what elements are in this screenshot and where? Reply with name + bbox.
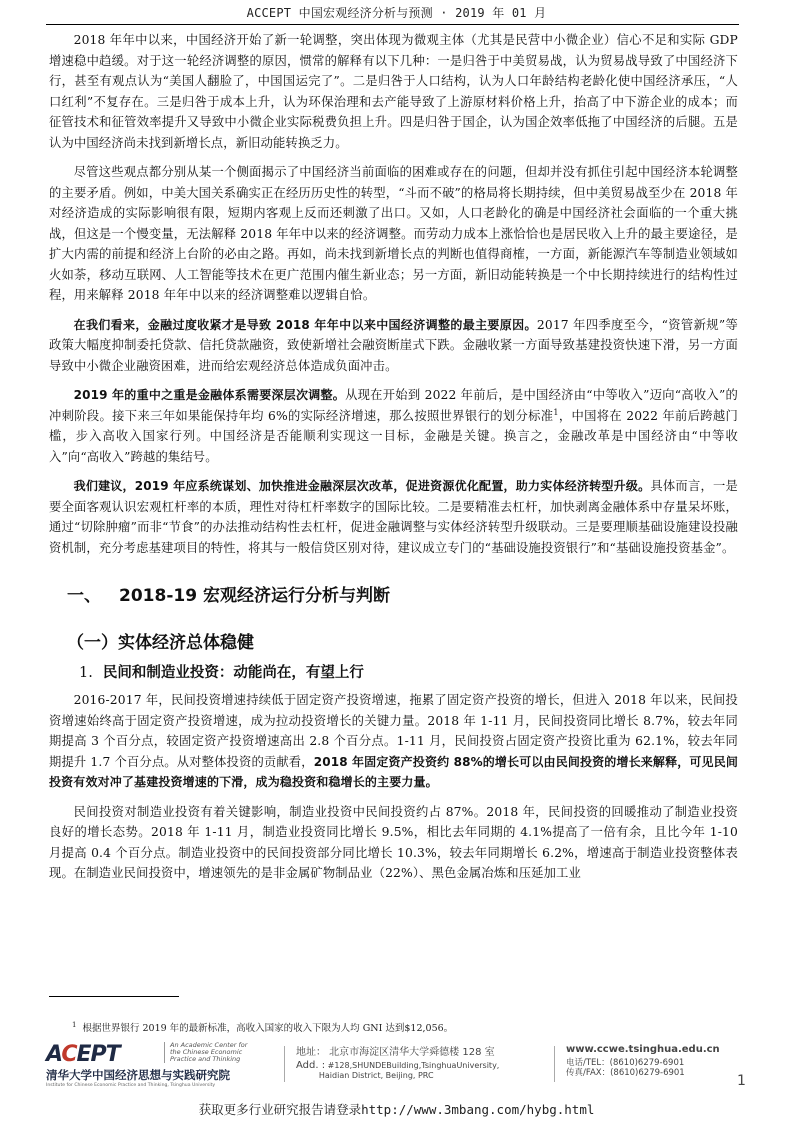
footer-divider — [554, 1046, 555, 1082]
key-point: 2019 年的重中之重是金融体系需要深层次调整。 — [73, 388, 346, 402]
section-number: 一、 — [67, 586, 101, 606]
paragraph-text: ，中国将在 2022 年前后跨越门槛，步入高收入国家行列。中国经济是否能顺利实现这一目标，金融是关键。换言之，金融改革是中国经济由“中等收入”向“高收入”跨越的集结号。 — [49, 408, 738, 464]
address-block — [296, 1043, 499, 1081]
logo-wordmark: ACEPT — [46, 1042, 120, 1067]
website-link[interactable]: www.ccwe.tsinghua.edu.cn — [566, 1044, 720, 1055]
page-footer — [46, 1040, 746, 1086]
contact-block — [566, 1044, 720, 1078]
subsubsection-title: 民间和制造业投资：动能尚在，有望上行 — [102, 665, 364, 681]
paragraph-text: 2016-2017 年，民间投资增速持续低于固定资产投资增速，拖累了固定资产投资的增长，但进入 2018 年以来，民间投资增速始终高于固定资产投资增速，成为拉动投资增长的关键力量。2018 年 1-11 月，民间投资同比增长 8.7%，较去年同期提高 3 个百分点，较固定资产投资增速高出 2.8 个百分点。1-11 月，民间投资占固定资产投资比重为 62.1%，较去年同期提升 1.7 个百分点。从对整体投资的贡献看， — [49, 693, 738, 769]
page-number: 1 — [737, 1073, 746, 1089]
institute-name-cn: 清华大学中国经济思想与实践研究院 — [46, 1068, 230, 1082]
paragraph-6 — [49, 690, 738, 793]
institute-name-en: Institute for Chinese Economic Practice and Thinking, Tsinghua University — [46, 1083, 216, 1088]
subsubsection-heading — [79, 660, 738, 686]
document-body — [49, 30, 738, 893]
footnote-text: 根据世界银行 2019 年的最新标准，高收入国家的收入下限为人均 GNI 达到$12,056。 — [82, 1023, 454, 1034]
key-point: 在我们看来，金融过度收紧才是导致 2018 年年中以来中国经济调整的最主要原因。 — [73, 317, 537, 332]
paragraph-text: 具体而言，一是要全面客观认识宏观杠杆率的本质，理性对待杠杆率数字的国际比较。二是要精准去杠杆，加快剥离金融体系中存量呆坏账，通过“切除肿瘤”而非“节食”的办法推动结构性去杠杆，促进金融调整与实体经济转型升级联动。三是要理顺基础设施建设投融资机制，充分考虑基建项目的特性，将其与一般信贷区别对待，建议成立专门的“基础设施投资银行”和“基础设施投资基金”。 — [49, 479, 738, 555]
phone-number: 电话/TEL：(8610)6279-6901 — [566, 1058, 685, 1068]
accept-logo — [46, 1042, 271, 1088]
footnote-reference[interactable]: 1 — [553, 407, 559, 417]
paragraph-1: 2018 年年中以来，中国经济开始了新一轮调整，突出体现为微观主体（尤其是民营中小微企业）信心不足和实际 GDP 增速稳中趋缓。对于这一轮经济调整的原因，惯常的解释有以下几种：一是归咎于中美贸易战，认为贸易战导致了中国经济下行，甚至有观点认为“美国人翻脸了，中国国运完了”。二是归咎于人口结构，认为人口年龄结构老龄化使中国经济承压，“人口红利”不复存在。三是归咎于成本上升，认为环保治理和去产能导致了上游原材料价格上升，抬高了中下游企业的成本；而征管技术和征管效率提升又导致中小微企业实际税费负担上升。四是归咎于国企，认为国企效率低拖了中国经济的后腿。五是认为中国经济尚未找到新增长点，新旧动能转换乏力。 — [49, 33, 738, 150]
address-en: Add. : #128,SHUNDEBuilding,TsinghuaUniversity, Haidian District, Beijing, PRC — [296, 1060, 500, 1080]
paragraph-text: 2017 年四季度至今，“资管新规”等政策大幅度抑制委托贷款、信托贷款融资，致使新增社会融资断崖式下跌。金融收紧一方面导致基建投资快速下滑，另一方面导致中小微企业融资困难，进而给宏观经济总体造成负面冲击。 — [49, 317, 738, 373]
logo-tagline: An Academic Center for the Chinese Economic Practice and Thinking — [164, 1042, 247, 1063]
header-divider — [46, 24, 739, 25]
footnote-divider — [49, 996, 179, 997]
key-point: 2018 年固定资产投资约 88%的增长可以由民间投资的增长来解释，可见民间投资有效对冲了基建投资增速的下滑，成为稳投资和稳增长的主要力量。 — [49, 754, 738, 789]
paragraph-5 — [49, 476, 738, 558]
promo-banner-link[interactable]: 获取更多行业研究报告请登录http://www.3mbang.com/hybg.html — [198, 1102, 595, 1117]
paragraph-2: 尽管这些观点都分别从某一个侧面揭示了中国经济当前面临的困难或存在的问题，但却并没有抓住引起中国经济本轮调整的主要矛盾。例如，中美大国关系确实正在经历历史性的转型，“斗而不破”的格局将长期持续，但中美贸易战至少在 2018 年对经济造成的实际影响很有限，短期内客观上反而还刺激了出口。又如，人口老龄化的确是中国经济社会面临的一个重大挑战，但这是一个慢变量，无法解释 2018 年年中以来的经济调整。而劳动力成本上涨恰恰也是居民收入上升的最主要途径，是扩大内需的前提和经济上台阶的必由之路。再如，尚未找到新增长点的判断也值得商榷，一方面，新能源汽车等制造业领域如火如荼，移动互联网、人工智能等技术在更广范围内催生新业态；另一方面，新旧动能转换是一个中长期持续进行的结构性过程，用来解释 2018 年年中以来的经济调整难以逻辑自恰。 — [49, 165, 738, 302]
subsubsection-number: 1. — [79, 665, 93, 681]
footnote-mark: 1 — [72, 1020, 77, 1029]
fax-number: 传真/FAX：(8610)6279-6901 — [566, 1068, 685, 1078]
footnote — [72, 1020, 453, 1034]
paragraph-3 — [49, 315, 738, 377]
subsection-heading: （一）实体经济总体稳健 — [67, 633, 254, 653]
running-header: ACCEPT 中国宏观经济分析与预测 · 2019 年 01 月 — [246, 6, 547, 20]
paragraph-7: 民间投资对制造业投资有着关键影响，制造业投资中民间投资约占 87%。2018 年，民间投资的回暖推动了制造业投资良好的增长态势。2018 年 1-11 月，制造业投资同比增长 9.5%，相比去年同期的 4.1%提高了一倍有余，且比今年 1-10 月提高 0.4 个百分点。制造业投资中的民间投资部分同比增长 10.3%，较去年同期增长 6.2%，增速高于制造业投资整体表现。在制造业民间投资中，增速领先的是非金属矿物制品业（22%）、黑色金属冶炼和压延加工业 — [49, 804, 738, 880]
section-title: 2018-19 宏观经济运行分析与判断 — [119, 586, 390, 606]
address-cn: 地址： 北京市海淀区清华大学舜德楼 128 室 — [296, 1047, 495, 1058]
paragraph-4 — [49, 385, 738, 467]
paragraph-text: 从现在开始到 2022 年前后，是中国经济由“中等收入”迈向“高收入”的冲刺阶段。接下来三年如果能保持年均 6%的实际经济增速，那么按照世界银行的划分标准 — [49, 388, 738, 423]
footer-divider — [284, 1046, 285, 1082]
section-heading-1 — [67, 576, 738, 616]
key-point: 我们建议，2019 年应系统谋划、加快推进金融深层次改革，促进资源优化配置，助力实体经济转型升级。 — [73, 479, 651, 493]
